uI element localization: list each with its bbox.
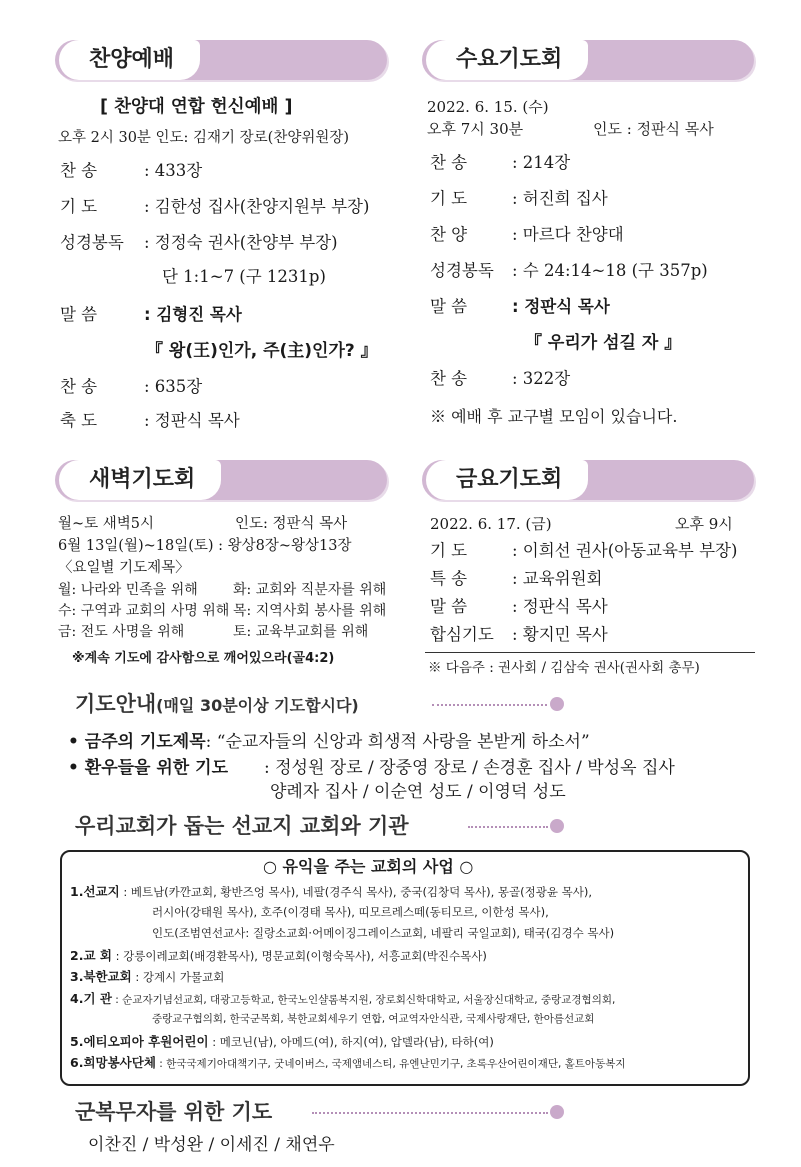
- dawn-leader: 인도: 정판식 목사: [235, 516, 348, 532]
- friday-row-sermon: [430, 596, 608, 618]
- patients-line: [68, 757, 675, 779]
- worship-title: [ 찬양대 연합 헌신예배 ]: [100, 97, 293, 117]
- worship-lead: 오후 2시 30분 인도: 김재기 장로(찬양위원장): [58, 130, 350, 146]
- mission-key: 3.북한교회: [70, 969, 132, 984]
- mission-value: 중랑교구협의회, 한국군목회, 북한교회세우기 연합, 여교역자안식관, 국제사랑재단, 한아름선교회: [152, 1013, 595, 1025]
- sermon-preacher: : 정판식 목사: [512, 297, 610, 316]
- wednesday-row-hymn: [430, 152, 570, 174]
- row-value: : 김한성 집사(찬양지원부 부장): [144, 197, 370, 216]
- mission-line: [152, 1011, 594, 1028]
- wednesday-sermon-title: 『 우리가 섬길 자 』: [525, 333, 682, 353]
- wednesday-row-prayer: [430, 188, 608, 210]
- row-value: : 정정숙 권사(찬양부 부장): [144, 233, 338, 252]
- mission-key: 4.기 관: [70, 991, 112, 1006]
- row-label: 기 도: [430, 541, 468, 560]
- military-dot: [550, 1105, 564, 1119]
- dawn-header: [55, 460, 387, 500]
- mission-line: [70, 1054, 626, 1073]
- row-value: : 322장: [512, 369, 571, 388]
- topic-left: 금: 전도 사명을 위해: [58, 624, 185, 640]
- missions-box-title: ○ 유익을 주는 교회의 사업 ○: [263, 857, 474, 876]
- mission-line: [70, 947, 487, 965]
- topic-right: 목: 지역사회 봉사를 위해: [233, 603, 387, 619]
- patients-value: : 정성원 장로 / 장중영 장로 / 손경훈 집사 / 박성옥 집사: [264, 758, 675, 778]
- mission-value: 인도(조범연선교사: 질랑소교회·어메이징그레이스교회, 네팔리 국일교회), 태국(김경수 목사): [152, 926, 615, 940]
- row-value: : 이희선 권사(아동교육부 부장): [512, 541, 738, 560]
- mission-value: : 메코닌(남), 아메드(여), 하지(여), 압델라(남), 타하(여): [212, 1035, 494, 1049]
- row-value: : 433장: [144, 161, 203, 180]
- missions-title: 우리교회가 돕는 선교지 교회와 기관: [75, 814, 409, 838]
- friday-next: ※ 다음주 : 권사회 / 김삼숙 권사(권사회 총무): [428, 660, 700, 676]
- row-label: 찬 송: [60, 161, 98, 180]
- mission-line: [152, 925, 614, 942]
- worship-row-hymn: [60, 160, 202, 182]
- friday-date: 2022. 6. 17. (금): [430, 515, 552, 533]
- wednesday-row-sermon: [430, 296, 610, 318]
- mission-line: [70, 1033, 494, 1051]
- mission-value: : 강릉이레교회(배경환목사), 명문교회(이형숙목사), 서흥교회(박진수목사): [115, 949, 487, 963]
- mission-value: : 베트남(카깐교회, 황반즈엉 목사), 네팔(경주식 목사), 중국(김창덕 목사), 몽골(정광윤 목사),: [123, 885, 592, 899]
- worship-row-hymn2: [60, 376, 202, 398]
- friday-divider: [425, 652, 755, 653]
- mission-value: : 강계시 가물교회: [135, 970, 225, 984]
- military-title: 군복무자를 위한 기도: [75, 1100, 273, 1124]
- wednesday-row-hymn2: [430, 368, 570, 390]
- prayer-guide-title: [75, 690, 359, 720]
- friday-time: 오후 9시: [675, 515, 733, 533]
- dawn-topics-title: 〈요일별 기도제목〉: [58, 560, 190, 576]
- row-label: 기 도: [60, 197, 98, 216]
- mission-line: [70, 968, 224, 986]
- worship-header-label: 찬양예배: [59, 40, 200, 80]
- row-label: 합심기도: [430, 625, 494, 644]
- row-label: 찬 양: [430, 225, 468, 244]
- missions-dots: [468, 826, 548, 828]
- patients-label: • 환우들을 위한 기도: [68, 758, 228, 778]
- row-label: 말 씀: [430, 297, 468, 316]
- wednesday-note: ※ 예배 후 교구별 모임이 있습니다.: [430, 407, 678, 426]
- row-value: : 교육위원회: [512, 569, 603, 588]
- military-names: 이찬진 / 박성완 / 이세진 / 채연우: [88, 1135, 335, 1155]
- mission-value: : 순교자기념선교회, 대광고등학교, 한국노인샬롬복지원, 장로회신학대학교, 서울장신대학교, 중랑교경협의회,: [115, 994, 616, 1006]
- wednesday-date: 2022. 6. 15. (수): [427, 98, 549, 116]
- row-label: 찬 송: [430, 153, 468, 172]
- row-label: 찬 송: [430, 369, 468, 388]
- sermon-preacher: : 김형진 목사: [144, 305, 242, 324]
- missions-dot: [550, 819, 564, 833]
- prayer-guide-dots: [432, 704, 547, 706]
- mission-key: 5.에티오피아 후원어린이: [70, 1034, 209, 1049]
- wednesday-leader: 인도 : 정판식 목사: [593, 120, 714, 138]
- dawn-topic-row: [58, 601, 386, 621]
- worship-row-reading: [60, 232, 338, 254]
- row-label: 성경봉독: [60, 233, 124, 252]
- friday-row-special: [430, 568, 603, 590]
- row-value: : 수 24:14~18 (구 357p): [512, 261, 708, 280]
- row-value: : 황지민 목사: [512, 625, 608, 644]
- mission-key: 6.희망봉사단체: [70, 1055, 156, 1070]
- friday-topic-value: : “순교자들의 신앙과 희생적 사랑을 본받게 하소서”: [205, 732, 590, 752]
- row-label: 말 씀: [60, 305, 98, 324]
- topic-right: 토: 교육부교회를 위해: [233, 624, 369, 640]
- mission-key: 2.교 회: [70, 948, 112, 963]
- prayer-guide-main: 기도안내: [75, 692, 157, 716]
- friday-header: [422, 460, 754, 500]
- mission-line: [70, 990, 615, 1009]
- row-value: : 635장: [144, 377, 203, 396]
- prayer-guide-dot: [550, 697, 564, 711]
- friday-topic-line: [68, 731, 590, 753]
- friday-row-joint: [430, 624, 608, 646]
- row-value: : 마르다 찬양대: [512, 225, 624, 244]
- worship-sermon-title: 『 왕(王)인가, 주(主)인가? 』: [146, 341, 378, 361]
- row-label: 성경봉독: [430, 261, 494, 280]
- row-label: 특 송: [430, 569, 468, 588]
- wednesday-header: [422, 40, 754, 80]
- mission-line: [152, 904, 549, 921]
- topic-right: 화: 교회와 직분자를 위해: [233, 582, 387, 598]
- wednesday-header-label: 수요기도회: [426, 40, 588, 80]
- worship-header: [55, 40, 387, 80]
- mission-line: [70, 883, 592, 901]
- row-value: : 허진희 집사: [512, 189, 608, 208]
- patients-line-2: 양례자 집사 / 이순연 성도 / 이영덕 성도: [270, 782, 566, 802]
- dawn-verse: ※계속 기도에 감사함으로 깨어있으라(골4:2): [72, 651, 335, 666]
- worship-row-benediction: [60, 410, 240, 432]
- wednesday-row-reading: [430, 260, 708, 282]
- dawn-header-label: 새벽기도회: [59, 460, 221, 500]
- worship-row-prayer: [60, 196, 369, 218]
- dawn-topic-row: [58, 580, 386, 600]
- topic-left: 수: 구역과 교회의 사명 위해: [58, 603, 230, 619]
- prayer-guide-sub: (매일 30분이상 기도합시다): [156, 696, 359, 715]
- row-label: 기 도: [430, 189, 468, 208]
- mission-value: 러시아(강태원 목사), 호주(이경태 목사), 띠모르레스떼(동티모르, 이한성 목사),: [152, 905, 549, 919]
- worship-scripture: 단 1:1~7 (구 1231p): [162, 267, 326, 286]
- worship-row-sermon: [60, 304, 242, 326]
- military-dots: [312, 1112, 548, 1114]
- friday-topic-label: • 금주의 기도제목: [68, 732, 206, 752]
- row-value: : 214장: [512, 153, 571, 172]
- wednesday-row-choir: [430, 224, 624, 246]
- wednesday-time: 오후 7시 30분: [427, 120, 524, 138]
- row-value: : 정판식 목사: [512, 597, 608, 616]
- dawn-range: 6월 13일(월)~18일(토) : 왕상8장~왕상13장: [58, 538, 352, 554]
- friday-header-label: 금요기도회: [426, 460, 588, 500]
- dawn-time: 월~토 새벽5시: [58, 516, 155, 532]
- mission-key: 1.선교지: [70, 884, 120, 899]
- row-label: 말 씀: [430, 597, 468, 616]
- mission-value: : 한국국제기아대책기구, 굿네이버스, 국제앰네스티, 유엔난민기구, 초록우산어린이재단, 홀트아동복지: [159, 1058, 626, 1070]
- row-label: 찬 송: [60, 377, 98, 396]
- dawn-topic-row: [58, 622, 368, 642]
- row-value: : 정판식 목사: [144, 411, 240, 430]
- topic-left: 월: 나라와 민족을 위해: [58, 582, 198, 598]
- row-label: 축 도: [60, 411, 98, 430]
- friday-row-prayer: [430, 540, 737, 562]
